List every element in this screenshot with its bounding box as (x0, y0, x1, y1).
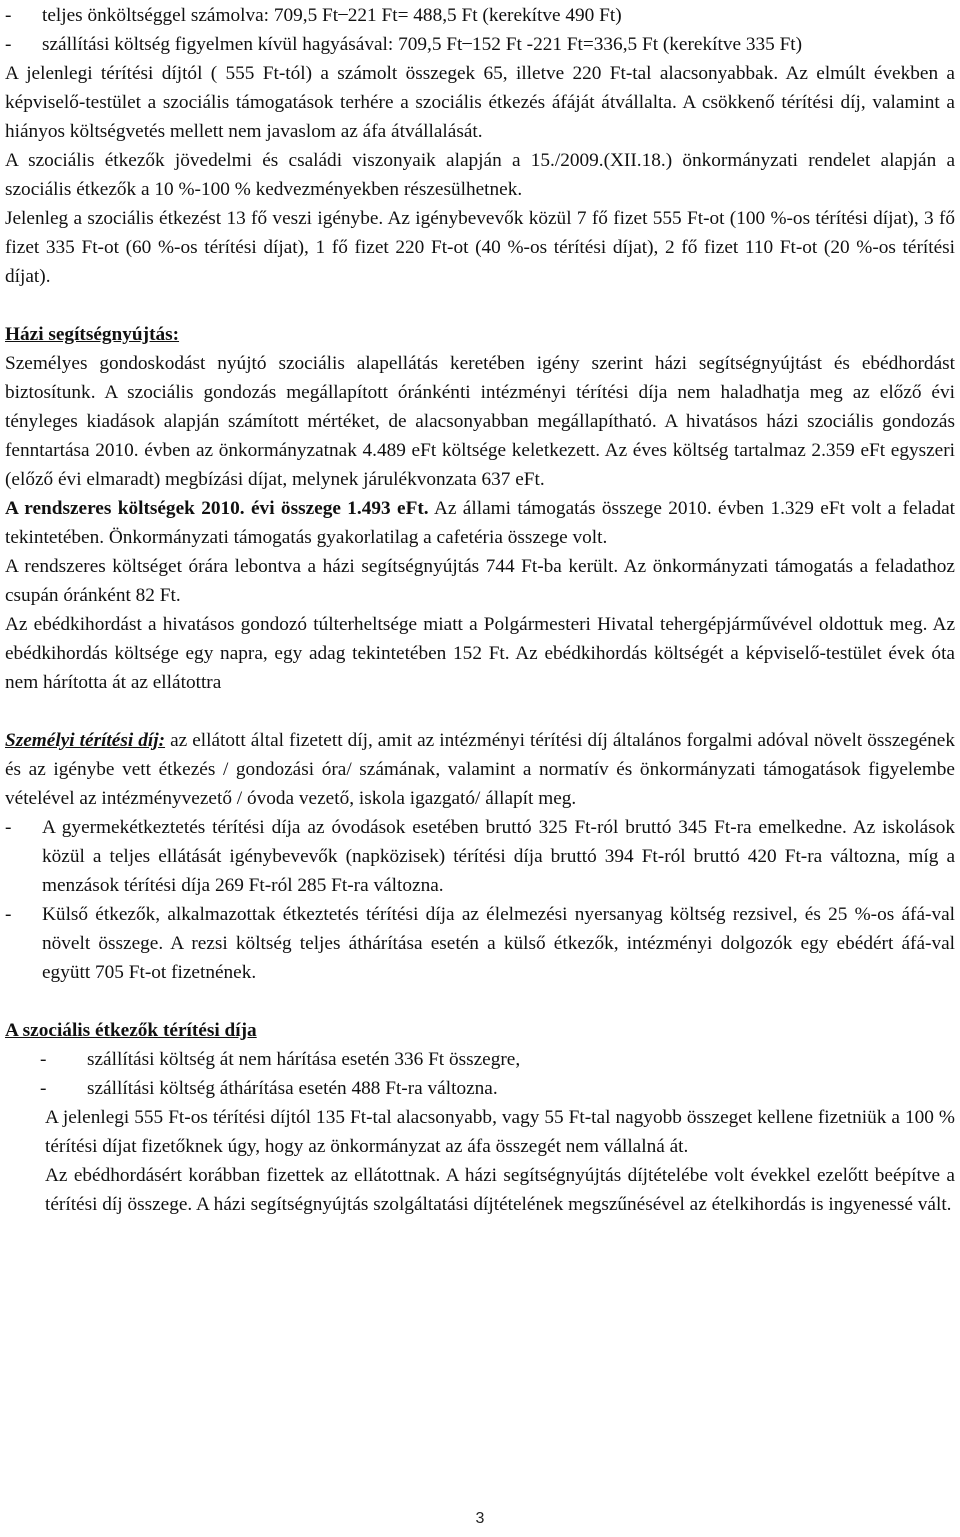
list-dash: - (5, 5, 12, 26)
list-dash: - (40, 1049, 47, 1070)
document-page (5, 1, 955, 1219)
section-heading-szocialis: A szociális étkezők térítési díja (5, 1020, 257, 1041)
paragraph: A jelenlegi 555 Ft-os térítési díjtól 135 Ft-tal alacsonyabb, vagy 55 Ft-tal nagyobb összeget kellene fizetniük a 100 % térítési díjat fizetőknek úgy, hogy az önkormányzat az áfa összegét nem vállalná át. (45, 1107, 955, 1157)
list-item (40, 1045, 955, 1074)
list-item (5, 1, 955, 30)
term-szemelyi: Személyi térítési díj: (5, 730, 166, 751)
paragraph: Az ebédkihordást a hivatásos gondozó túlterheltsége miatt a Polgármesteri Hivatal tehergépjárművével oldottuk meg. Az ebédkihordás költsége egy napra, egy adag tekintetében 152 Ft. Az ebédkihordás költségét a képviselő-testület évek óta nem hárította át az ellátottra (5, 614, 955, 693)
list-dash: - (5, 34, 12, 55)
list-item (5, 813, 955, 900)
paragraph (5, 726, 955, 813)
list-dash: - (5, 904, 12, 925)
list-item-text: szállítási költség át nem hárítása esetén 336 Ft összegre, (87, 1049, 521, 1070)
paragraph: A jelenlegi térítési díjtól ( 555 Ft-tól) a számolt összegek 65, illetve 220 Ft-tal alacsonyabbak. Az elmúlt években a képviselő-testület a szociális támogatások terhére a szociális étkezés áfáját átvállalta. A csökkenő térítési díj, valamint a hiányos költségvetés mellett nem javaslom az áfa átvállalását. (5, 63, 955, 142)
paragraph: Az ebédhordásért korábban fizettek az ellátottnak. A házi segítségnyújtás díjtételébe volt évekkel ezelőtt beépítve a térítési díj összege. A házi segítségnyújtás szolgáltatási díjtételének megszűnésével az ételkihordás is ingyenessé vált. (45, 1165, 955, 1215)
paragraph-text: Az állami támogatás összege 2010. évben 1.329 eFt volt a feladat tekintetében. Önkormányzati támogatás gyakorlatilag a cafetéria összege volt. (5, 498, 955, 548)
paragraph: A szociális étkezők jövedelmi és családi viszonyaik alapján a 15./2009.(XII.18.) önkormányzati rendelet alapján a szociális étkezők a 10 %-100 % kedvezményekben részesülhetnek. (5, 150, 955, 200)
list-item-text: A gyermekétkeztetés térítési díja az óvodások esetében bruttó 325 Ft-ról bruttó 345 Ft-ra emelkedne. Az iskolások közül a teljes ellátását igénybevevők (napközisek) térítési díja bruttó 394 Ft-ról bruttó 420 Ft-ra változna, míg a menzások térítési díja 269 Ft-ról 285 Ft-ra változna. (42, 817, 955, 896)
list-dash: - (5, 817, 12, 838)
paragraph-text: az ellátott által fizetett díj, amit az intézményi térítési díj általános forgalmi adóval növelt összegének és az igénybe vett étkezés / gondozási óra/ számának, valamint a normatív és önkormányzati támogatások figyelembe vételével az intézményvezető / óvoda vezető, iskola igazgató/ állapít meg. (5, 730, 955, 809)
list-item-text: Külső étkezők, alkalmazottak étkeztetés térítési díja az élelmezési nyersanyag költség rezsivel, és 25 %-os áfá-val növelt összege. A rezsi költség teljes áthárítása esetén a külső étkezők, intézményi dolgozók egy ebédért áfá-val együtt 705 Ft-ot fizetnének. (42, 904, 955, 983)
list-item-text: teljes önköltséggel számolva: 709,5 Ft ̶ 221 Ft= 488,5 Ft (kerekítve 490 Ft) (42, 5, 622, 26)
list-item (5, 900, 955, 987)
list-item-text: szállítási költség figyelmen kívül hagyásával: 709,5 Ft ̶ 152 Ft -221 Ft=336,5 Ft (kerekítve 335 Ft) (42, 34, 803, 55)
page-number: 3 (475, 1510, 485, 1527)
bold-text: A rendszeres költségek 2010. évi összege 1.493 eFt. (5, 498, 429, 519)
paragraph: Személyes gondoskodást nyújtó szociális alapellátás keretében igény szerint házi segítségnyújtást és ebédhordást biztosítunk. A szociális gondozás megállapított óránkénti intézményi térítési díja nem haladhatja meg az előző évi tényleges kiadások alapján számított mértéket, de alacsonyabban megállapítható. A hivatásos házi szociális gondozás fenntartása 2010. évben az önkormányzatnak 4.489 eFt költsége keletkezett. Az éves költség tartalmaz 2.359 eFt egyszeri (előző évi elmaradt) megbízási díjat, melynek járulékvonzata 637 eFt. (5, 353, 955, 490)
paragraph: A rendszeres költséget órára lebontva a házi segítségnyújtás 744 Ft-ba került. Az önkormányzati támogatás a feladathoz csupán óránként 82 Ft. (5, 556, 955, 606)
paragraph (5, 494, 955, 552)
list-item-text: szállítási költség áthárítása esetén 488 Ft-ra változna. (87, 1078, 498, 1099)
list-dash: - (40, 1078, 47, 1099)
section-heading-hazi: Házi segítségnyújtás: (5, 324, 180, 345)
paragraph: Jelenleg a szociális étkezést 13 fő veszi igénybe. Az igénybevevők közül 7 fő fizet 555 Ft-ot (100 %-os térítési díjat), 3 fő fizet 335 Ft-ot (60 %-os térítési díjat), 1 fő fizet 220 Ft-ot (40 %-os térítési díjat), 2 fő fizet 110 Ft-ot (20 %-os térítési díjat). (5, 208, 955, 287)
list-item (40, 1074, 955, 1103)
list-item (5, 30, 955, 59)
